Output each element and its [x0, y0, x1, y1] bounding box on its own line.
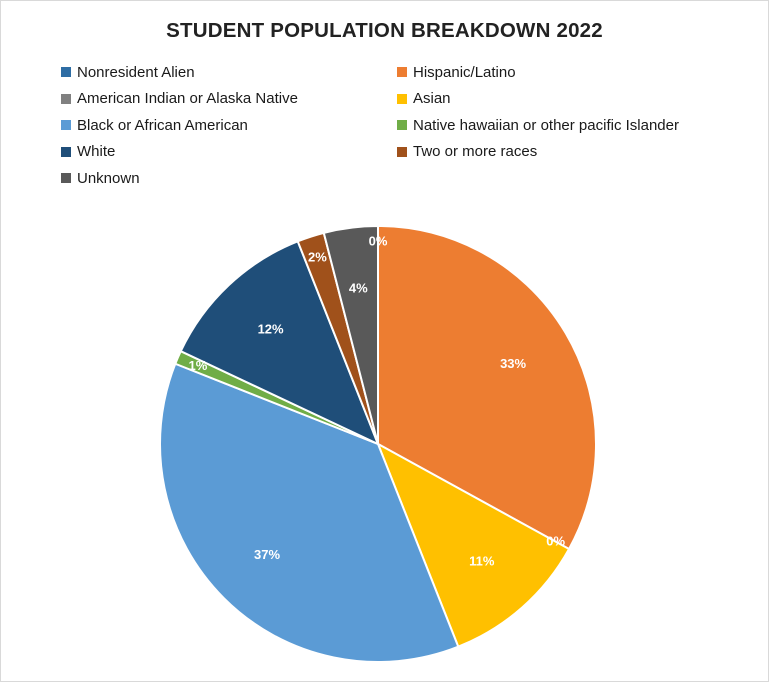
- legend-item-label: American Indian or Alaska Native: [77, 90, 298, 108]
- pie-slice-label: 0%: [546, 533, 566, 549]
- legend-item[interactable]: [61, 165, 397, 192]
- legend-color-swatch: [397, 120, 407, 130]
- pie-slice-label: 4%: [348, 280, 368, 296]
- pie-chart-svg: [153, 219, 603, 669]
- legend-color-swatch: [397, 147, 407, 157]
- legend-item-label: Native hawaiian or other pacific Islander: [413, 116, 679, 134]
- legend-item-label: Asian: [413, 90, 451, 108]
- legend-item[interactable]: [61, 86, 397, 113]
- legend-item-label: Black or African American: [77, 116, 248, 134]
- legend-item[interactable]: [397, 139, 733, 166]
- legend-item-label: Two or more races: [413, 143, 538, 161]
- legend-item-label: Hispanic/Latino: [413, 63, 516, 81]
- legend-item[interactable]: [397, 112, 733, 139]
- legend-color-swatch: [397, 67, 407, 77]
- legend-color-swatch: [61, 94, 71, 104]
- chart-title: STUDENT POPULATION BREAKDOWN 2022: [166, 19, 603, 42]
- legend-item-label: Nonresident Alien: [77, 63, 195, 81]
- legend-item[interactable]: [61, 139, 397, 166]
- pie-slice-label: 37%: [253, 547, 281, 562]
- legend-color-swatch: [61, 67, 71, 77]
- chart-legend: [61, 59, 733, 192]
- pie-chart-plot-area: [153, 219, 603, 669]
- pie-slice-label: 2%: [308, 249, 327, 265]
- pie-slice-label: 11%: [469, 553, 495, 569]
- pie-slice-label: 0%: [368, 233, 388, 249]
- pie-slice-label: 1%: [188, 358, 208, 374]
- legend-item-label: Unknown: [77, 169, 140, 187]
- legend-color-swatch: [61, 120, 71, 130]
- legend-color-swatch: [61, 173, 71, 183]
- legend-color-swatch: [61, 147, 71, 157]
- legend-item[interactable]: [397, 59, 733, 86]
- legend-color-swatch: [397, 94, 407, 104]
- legend-item[interactable]: [61, 59, 397, 86]
- pie-slice-label: 12%: [257, 321, 284, 337]
- legend-item[interactable]: [397, 86, 733, 113]
- legend-item[interactable]: [61, 112, 397, 139]
- legend-item-label: White: [77, 143, 116, 161]
- pie-slice-label: 33%: [500, 356, 527, 372]
